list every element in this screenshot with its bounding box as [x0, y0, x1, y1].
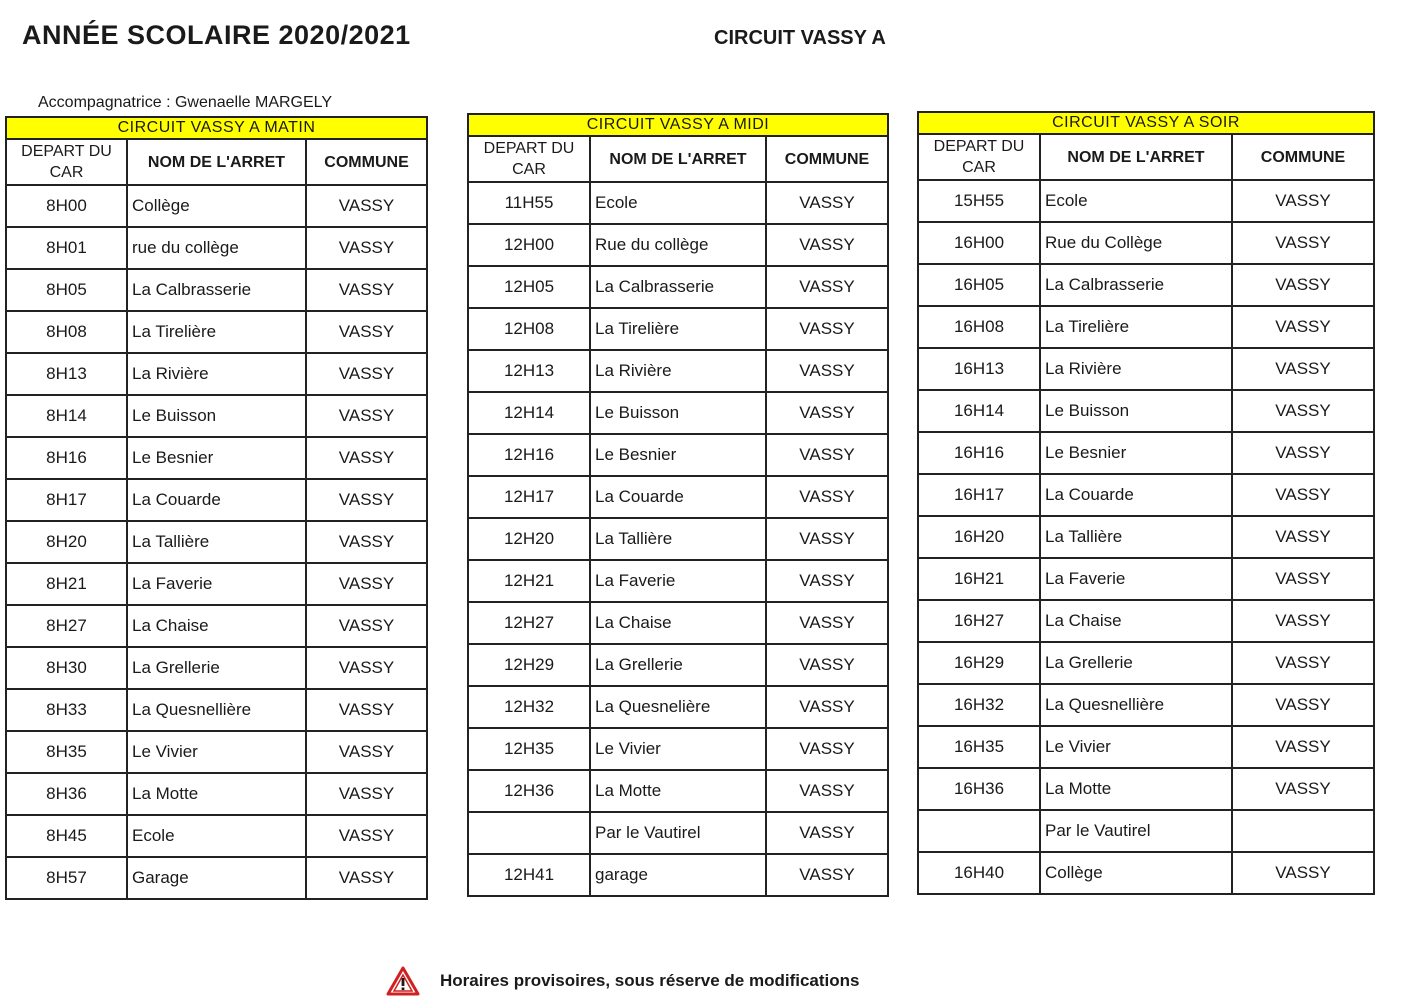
departure-time: 12H05	[468, 266, 590, 308]
schedule-table-matin	[5, 116, 428, 900]
departure-time: 12H27	[468, 602, 590, 644]
stop-name: La Tallière	[127, 521, 306, 563]
stop-name: La Motte	[590, 770, 766, 812]
stop-name: Le Buisson	[127, 395, 306, 437]
table-row	[468, 686, 888, 728]
stop-name: La Tirelière	[1040, 306, 1232, 348]
stop-name: Collège	[1040, 852, 1232, 894]
stop-name: La Couarde	[127, 479, 306, 521]
departure-time: 8H20	[6, 521, 127, 563]
table-row	[468, 350, 888, 392]
stop-name: Ecole	[127, 815, 306, 857]
commune: VASSY	[1232, 180, 1374, 222]
stop-name: La Tirelière	[127, 311, 306, 353]
table-row	[918, 390, 1374, 432]
commune: VASSY	[766, 686, 888, 728]
commune: VASSY	[1232, 390, 1374, 432]
table-title: CIRCUIT VASSY A MIDI	[468, 114, 888, 136]
departure-time: 16H16	[918, 432, 1040, 474]
departure-time: 12H36	[468, 770, 590, 812]
departure-time: 12H14	[468, 392, 590, 434]
commune: VASSY	[766, 854, 888, 896]
table-row	[468, 392, 888, 434]
schedule-table-midi	[467, 113, 889, 897]
commune: VASSY	[1232, 768, 1374, 810]
departure-time: 16H29	[918, 642, 1040, 684]
stop-name: La Tirelière	[590, 308, 766, 350]
commune: VASSY	[306, 353, 427, 395]
stop-name: Garage	[127, 857, 306, 899]
stop-name: La Couarde	[1040, 474, 1232, 516]
table-row	[6, 815, 427, 857]
departure-time: 16H00	[918, 222, 1040, 264]
departure-time: 8H16	[6, 437, 127, 479]
departure-time: 12H17	[468, 476, 590, 518]
departure-time: 11H55	[468, 182, 590, 224]
stop-name: La Chaise	[127, 605, 306, 647]
table-row	[6, 521, 427, 563]
commune: VASSY	[306, 479, 427, 521]
table-row	[6, 185, 427, 227]
departure-time: 8H33	[6, 689, 127, 731]
circuit-title: CIRCUIT VASSY A	[714, 27, 886, 49]
table-row	[468, 224, 888, 266]
departure-time: 12H16	[468, 434, 590, 476]
commune: VASSY	[766, 266, 888, 308]
commune: VASSY	[1232, 348, 1374, 390]
stop-name: La Chaise	[590, 602, 766, 644]
page-title: ANNÉE SCOLAIRE 2020/2021	[22, 20, 411, 50]
commune: VASSY	[1232, 432, 1374, 474]
table-row	[468, 812, 888, 854]
table-row	[918, 852, 1374, 894]
column-header-commune: COMMUNE	[306, 139, 427, 185]
table-row	[468, 476, 888, 518]
table-title: CIRCUIT VASSY A MATIN	[6, 117, 427, 139]
departure-time: 8H01	[6, 227, 127, 269]
column-header-stop: NOM DE L'ARRET	[1040, 134, 1232, 180]
commune: VASSY	[1232, 642, 1374, 684]
departure-time: 16H36	[918, 768, 1040, 810]
commune: VASSY	[306, 689, 427, 731]
commune: VASSY	[1232, 558, 1374, 600]
table-row	[468, 434, 888, 476]
stop-name: Rue du Collège	[1040, 222, 1232, 264]
commune: VASSY	[766, 476, 888, 518]
column-header-stop: NOM DE L'ARRET	[127, 139, 306, 185]
column-header-depart: DEPART DU CAR	[6, 139, 127, 185]
commune: VASSY	[306, 185, 427, 227]
departure-time: 16H40	[918, 852, 1040, 894]
table-row	[6, 605, 427, 647]
table-row	[918, 600, 1374, 642]
stop-name: La Quesnellière	[127, 689, 306, 731]
departure-time: 8H05	[6, 269, 127, 311]
departure-time: 16H13	[918, 348, 1040, 390]
table-row	[918, 432, 1374, 474]
stop-name: La Faverie	[590, 560, 766, 602]
table-row	[6, 689, 427, 731]
stop-name: Le Besnier	[127, 437, 306, 479]
departure-time: 8H14	[6, 395, 127, 437]
commune: VASSY	[1232, 474, 1374, 516]
table-row	[918, 726, 1374, 768]
departure-time: 8H17	[6, 479, 127, 521]
stop-name: Rue du collège	[590, 224, 766, 266]
commune: VASSY	[1232, 600, 1374, 642]
table-row	[918, 474, 1374, 516]
table-row	[468, 266, 888, 308]
commune: VASSY	[306, 269, 427, 311]
departure-time: 8H08	[6, 311, 127, 353]
table-row	[918, 348, 1374, 390]
commune: VASSY	[306, 773, 427, 815]
table-row	[6, 857, 427, 899]
table-row	[918, 810, 1374, 852]
stop-name: La Tallière	[590, 518, 766, 560]
departure-time: 16H20	[918, 516, 1040, 558]
departure-time: 16H27	[918, 600, 1040, 642]
table-row	[6, 311, 427, 353]
stop-name: Le Besnier	[590, 434, 766, 476]
commune: VASSY	[766, 602, 888, 644]
commune: VASSY	[766, 434, 888, 476]
departure-time: 16H08	[918, 306, 1040, 348]
stop-name: La Grellerie	[590, 644, 766, 686]
departure-time: 16H17	[918, 474, 1040, 516]
table-row	[468, 854, 888, 896]
table-row	[468, 728, 888, 770]
table-row	[6, 227, 427, 269]
commune: VASSY	[766, 812, 888, 854]
table-row	[918, 264, 1374, 306]
table-row	[918, 768, 1374, 810]
commune	[1232, 810, 1374, 852]
stop-name: La Grellerie	[1040, 642, 1232, 684]
commune: VASSY	[766, 392, 888, 434]
commune: VASSY	[766, 308, 888, 350]
column-header-commune: COMMUNE	[766, 136, 888, 182]
departure-time: 12H29	[468, 644, 590, 686]
departure-time: 8H00	[6, 185, 127, 227]
table-row	[918, 306, 1374, 348]
stop-name: La Rivière	[1040, 348, 1232, 390]
table-row	[6, 731, 427, 773]
commune: VASSY	[766, 560, 888, 602]
table-row	[918, 642, 1374, 684]
table-row	[6, 773, 427, 815]
commune: VASSY	[306, 311, 427, 353]
column-header-depart: DEPART DU CAR	[468, 136, 590, 182]
accompanist-label: Accompagnatrice : Gwenaelle MARGELY	[38, 94, 333, 111]
stop-name: Le Vivier	[590, 728, 766, 770]
departure-time	[918, 810, 1040, 852]
stop-name: La Rivière	[127, 353, 306, 395]
stop-name: garage	[590, 854, 766, 896]
column-header-depart: DEPART DU CAR	[918, 134, 1040, 180]
commune: VASSY	[1232, 684, 1374, 726]
stop-name: La Calbrasserie	[1040, 264, 1232, 306]
departure-time: 8H30	[6, 647, 127, 689]
departure-time: 16H32	[918, 684, 1040, 726]
commune: VASSY	[1232, 306, 1374, 348]
departure-time: 8H36	[6, 773, 127, 815]
commune: VASSY	[766, 728, 888, 770]
commune: VASSY	[766, 518, 888, 560]
table-row	[6, 647, 427, 689]
departure-time: 16H14	[918, 390, 1040, 432]
footer-note	[386, 966, 860, 996]
departure-time: 12H00	[468, 224, 590, 266]
departure-time: 12H13	[468, 350, 590, 392]
stop-name: La Calbrasserie	[590, 266, 766, 308]
stop-name: La Motte	[127, 773, 306, 815]
stop-name: Collège	[127, 185, 306, 227]
commune: VASSY	[766, 770, 888, 812]
stop-name: Par le Vautirel	[1040, 810, 1232, 852]
table-row	[918, 516, 1374, 558]
departure-time: 16H21	[918, 558, 1040, 600]
stop-name: La Rivière	[590, 350, 766, 392]
commune: VASSY	[306, 563, 427, 605]
commune: VASSY	[306, 395, 427, 437]
commune: VASSY	[306, 731, 427, 773]
departure-time: 8H35	[6, 731, 127, 773]
stop-name: Ecole	[1040, 180, 1232, 222]
table-row	[918, 180, 1374, 222]
stop-name: Le Buisson	[590, 392, 766, 434]
commune: VASSY	[306, 647, 427, 689]
commune: VASSY	[766, 224, 888, 266]
table-row	[6, 269, 427, 311]
departure-time: 16H05	[918, 264, 1040, 306]
commune: VASSY	[766, 644, 888, 686]
schedule-table-soir	[917, 111, 1375, 895]
commune: VASSY	[1232, 726, 1374, 768]
table-row	[468, 308, 888, 350]
stop-name: La Calbrasserie	[127, 269, 306, 311]
stop-name: Le Vivier	[127, 731, 306, 773]
departure-time: 12H41	[468, 854, 590, 896]
commune: VASSY	[306, 857, 427, 899]
commune: VASSY	[306, 227, 427, 269]
stop-name: La Grellerie	[127, 647, 306, 689]
commune: VASSY	[766, 350, 888, 392]
commune: VASSY	[1232, 516, 1374, 558]
commune: VASSY	[306, 605, 427, 647]
table-row	[468, 602, 888, 644]
commune: VASSY	[1232, 264, 1374, 306]
departure-time: 12H08	[468, 308, 590, 350]
departure-time: 12H32	[468, 686, 590, 728]
table-title: CIRCUIT VASSY A SOIR	[918, 112, 1374, 134]
stop-name: La Chaise	[1040, 600, 1232, 642]
departure-time: 8H57	[6, 857, 127, 899]
stop-name: La Motte	[1040, 768, 1232, 810]
table-row	[468, 644, 888, 686]
commune: VASSY	[306, 437, 427, 479]
commune: VASSY	[1232, 852, 1374, 894]
table-row	[6, 563, 427, 605]
stop-name: Ecole	[590, 182, 766, 224]
stop-name: Le Vivier	[1040, 726, 1232, 768]
table-row	[468, 182, 888, 224]
stop-name: rue du collège	[127, 227, 306, 269]
table-row	[468, 770, 888, 812]
table-row	[918, 222, 1374, 264]
stop-name: La Faverie	[127, 563, 306, 605]
stop-name: Par le Vautirel	[590, 812, 766, 854]
column-header-stop: NOM DE L'ARRET	[590, 136, 766, 182]
stop-name: La Tallière	[1040, 516, 1232, 558]
departure-time: 12H21	[468, 560, 590, 602]
departure-time: 12H20	[468, 518, 590, 560]
stop-name: La Faverie	[1040, 558, 1232, 600]
commune: VASSY	[1232, 222, 1374, 264]
stop-name: Le Buisson	[1040, 390, 1232, 432]
commune: VASSY	[306, 521, 427, 563]
departure-time: 15H55	[918, 180, 1040, 222]
commune: VASSY	[766, 182, 888, 224]
departure-time	[468, 812, 590, 854]
stop-name: La Quesnelière	[590, 686, 766, 728]
departure-time: 8H27	[6, 605, 127, 647]
departure-time: 8H13	[6, 353, 127, 395]
table-row	[918, 684, 1374, 726]
table-row	[6, 437, 427, 479]
commune: VASSY	[306, 815, 427, 857]
stop-name: La Quesnellière	[1040, 684, 1232, 726]
departure-time: 16H35	[918, 726, 1040, 768]
column-header-commune: COMMUNE	[1232, 134, 1374, 180]
table-row	[468, 518, 888, 560]
departure-time: 8H45	[6, 815, 127, 857]
departure-time: 8H21	[6, 563, 127, 605]
warning-triangle-icon	[386, 966, 420, 996]
stop-name: Le Besnier	[1040, 432, 1232, 474]
provisional-schedule-note: Horaires provisoires, sous réserve de modifications	[440, 971, 860, 990]
table-row	[6, 479, 427, 521]
table-row	[468, 560, 888, 602]
stop-name: La Couarde	[590, 476, 766, 518]
table-row	[6, 353, 427, 395]
departure-time: 12H35	[468, 728, 590, 770]
table-row	[6, 395, 427, 437]
table-row	[918, 558, 1374, 600]
